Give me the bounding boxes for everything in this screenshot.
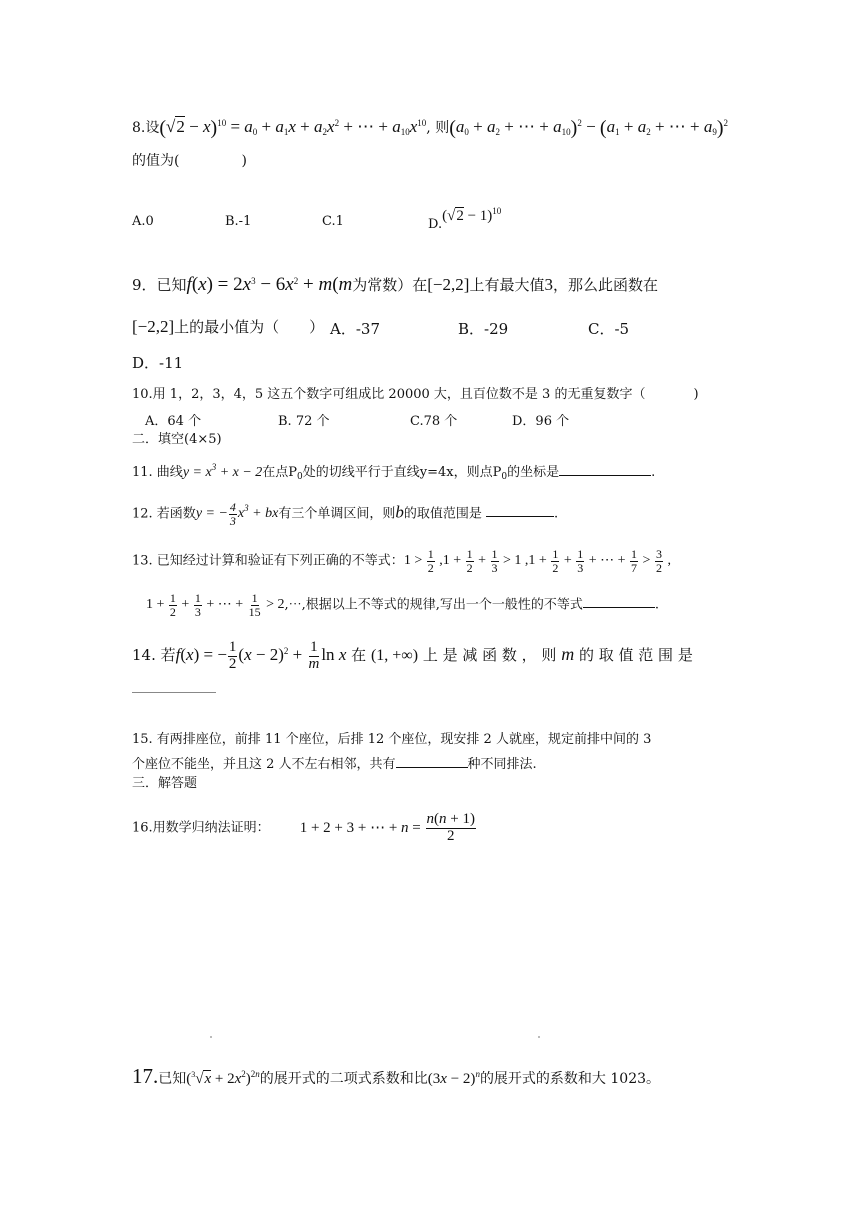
question-12-b: b: [395, 502, 404, 522]
question-17-expansion-2: $(3x - 2)^n$: [427, 1069, 480, 1087]
question-8-sep: , 则: [426, 120, 450, 136]
question-9-mid: 上有最大值: [469, 276, 545, 294]
question-8-expansion: $(√2 - x)^{10} = a_0 + a_1x + a_2x^2$ + ⋯ + $a_{10}x^{10}$: [159, 117, 427, 139]
question-9-number: 9．已知: [132, 276, 187, 294]
question-9-function: $f(x) = 2x^3 - 6x^2 + m(m$: [186, 274, 353, 295]
question-17-lead: 已知: [158, 1071, 187, 1087]
section-2-heading: 二．填空(4×5): [132, 432, 222, 447]
question-14-line-1: [132, 640, 693, 673]
question-14-number: 14. 若: [132, 646, 176, 665]
question-14-m: m: [561, 644, 575, 665]
question-8-option-d: [428, 206, 501, 232]
question-13-end: .: [654, 597, 660, 613]
question-8-option-d-label: D.: [428, 217, 443, 232]
question-10-option-c: C.78 个: [410, 414, 458, 429]
question-10-text: 10.用 1，2，3，4，5 这五个数字可组成比 20000 大，且百位数不是 3 的无重复数字（: [132, 387, 646, 402]
question-13-line-2-tail: ,⋯,根据以上不等式的规律,写出一个一般性的不等式: [284, 597, 583, 613]
question-8-option-c: C.1: [322, 214, 344, 229]
question-13-inequality-4: 1 + $\frac{1}{2}$ + $\frac{1}{3}$ + ⋯ + $\frac{1}{15}$ > 2: [146, 591, 285, 619]
question-12-line: [132, 501, 558, 527]
question-8-option-b: B.-1: [225, 214, 252, 229]
question-9-option-a: A．-37: [330, 320, 380, 338]
question-14-function: f(x) = − $\frac{1}{2}$ $(x - 2)^2$ + $\frac{1}{m}$ ln x: [175, 639, 347, 672]
question-17-number: 17.: [132, 1064, 159, 1088]
question-14-mid: 在: [351, 646, 367, 665]
question-8-tail: 的值为(: [132, 153, 180, 169]
question-15-line-1: 15. 有两排座位，前排 11 个座位，后排 12 个座位，现安排 2 人就座，规定前排中间的 3: [132, 732, 652, 747]
question-9-option-d: D．-11: [132, 354, 184, 372]
question-14-tail2: 的 取 值 范 围 是: [578, 646, 693, 665]
question-8-line-1: [132, 118, 728, 138]
question-9-line-2: [132, 318, 324, 335]
question-8-option-d-expr: $(√2 - 1)^{10}$: [442, 206, 502, 224]
decorative-dot: [538, 1036, 540, 1038]
question-8-line-2: [132, 154, 247, 168]
question-13-line-2: [146, 592, 659, 618]
question-9-interval: [−2,2]: [427, 275, 470, 294]
question-12-mid: 有三个单调区间，则: [278, 506, 396, 522]
question-12-number: 12. 若函数: [132, 506, 196, 522]
question-12-tail: 的取值范围是: [403, 506, 482, 522]
question-10-option-b: B. 72 个: [278, 414, 330, 429]
section-3-heading: 三．解答题: [132, 776, 198, 791]
question-17-line: [132, 1066, 660, 1087]
question-11-end: .: [651, 465, 656, 480]
question-17-tail: 的展开式的系数和大 1023。: [479, 1071, 661, 1087]
question-8-close: ): [241, 153, 247, 169]
question-13-line-1: [132, 548, 671, 574]
question-13-inequalities: 1 > $\frac{1}{2}$ ,1 + $\frac{1}{2}$ + $\frac{1}{3}$ > 1 ,1 + $\frac{1}{2}$ + $\frac{1}{3}$ + ⋯ + $\frac{1}{7}$ > $\frac{3}{2}$ ,: [403, 547, 671, 575]
question-15-line-2: [132, 755, 537, 771]
question-11-answer-blank[interactable]: [559, 463, 651, 476]
question-12-end: .: [553, 506, 559, 522]
question-9-option-b: B．-29: [458, 320, 509, 338]
question-16-text: 16.用数学归纳法证明：: [132, 820, 270, 836]
question-15-line-2b: 种不同排法.: [467, 757, 537, 772]
question-9-max: 3: [544, 275, 553, 294]
question-16-line: [132, 812, 477, 845]
question-10-option-a: A．64 个: [145, 414, 202, 429]
question-9-line-2-text: 上的最小值为（ ）: [174, 318, 325, 336]
question-17-mid: 的展开式的二项式系数和比: [259, 1071, 428, 1087]
question-14-tail: 上 是 减 函 数 ， 则: [422, 646, 557, 665]
question-15-answer-blank[interactable]: [396, 755, 468, 768]
question-8-lead: 设: [145, 120, 160, 136]
question-12-answer-blank[interactable]: [486, 504, 554, 517]
question-10-option-d: D．96 个: [512, 414, 570, 429]
question-11-line: 11. 曲线$y = x^3 + x - 2$在点$P_0$处的切线平行于直线y=4x，则点$P_0$的坐标是 .: [132, 462, 656, 482]
question-8-number: 8.: [132, 120, 146, 136]
question-11-tail: 的坐标是: [507, 465, 560, 480]
question-13-number: 13. 已知经过计算和验证有下列正确的不等式：: [132, 553, 404, 569]
question-9-line-1: [132, 275, 658, 294]
question-12-function: y = − $\frac{4}{3}$ $x^3$ + bx: [195, 500, 279, 528]
decorative-dot: [210, 1036, 212, 1038]
question-17-expansion-1: $(^3√x + 2x^2)^{2n}$: [186, 1069, 260, 1087]
question-11-mid: 在点P: [262, 465, 298, 480]
question-11-curve: $y = x^3 + x - 2$: [182, 462, 263, 480]
question-13-answer-blank[interactable]: [583, 595, 655, 608]
question-9-option-c: C．-5: [588, 320, 630, 338]
question-16-formula: 1 + 2 + 3 + ⋯ + n = $\frac{n(n + 1)}{2}$: [299, 811, 475, 844]
question-9-interval-2: [−2,2]: [132, 317, 175, 336]
question-8-expression: ($a_0 + a_2$ + ⋯ + $a_{10})^2 - (a_1 + a_2$ + ⋯ + $a_9)^2$: [449, 117, 729, 139]
question-11-mid2: 处的切线平行于直线y=4x，则点P: [302, 465, 502, 480]
question-14-answer-blank[interactable]: [132, 692, 216, 693]
question-9-note: 为常数）在: [352, 276, 428, 294]
question-8-option-a: A.0: [132, 214, 154, 229]
question-11-number: 11. 曲线: [132, 465, 183, 480]
question-9-tail: ，那么此函数在: [552, 276, 658, 294]
question-14-interval: (1, +∞): [370, 647, 419, 665]
question-10-line-1: [132, 388, 699, 401]
question-10-close: ): [693, 387, 699, 402]
question-15-line-2a: 个座位不能坐，并且这 2 人不左右相邻，共有: [132, 757, 396, 772]
